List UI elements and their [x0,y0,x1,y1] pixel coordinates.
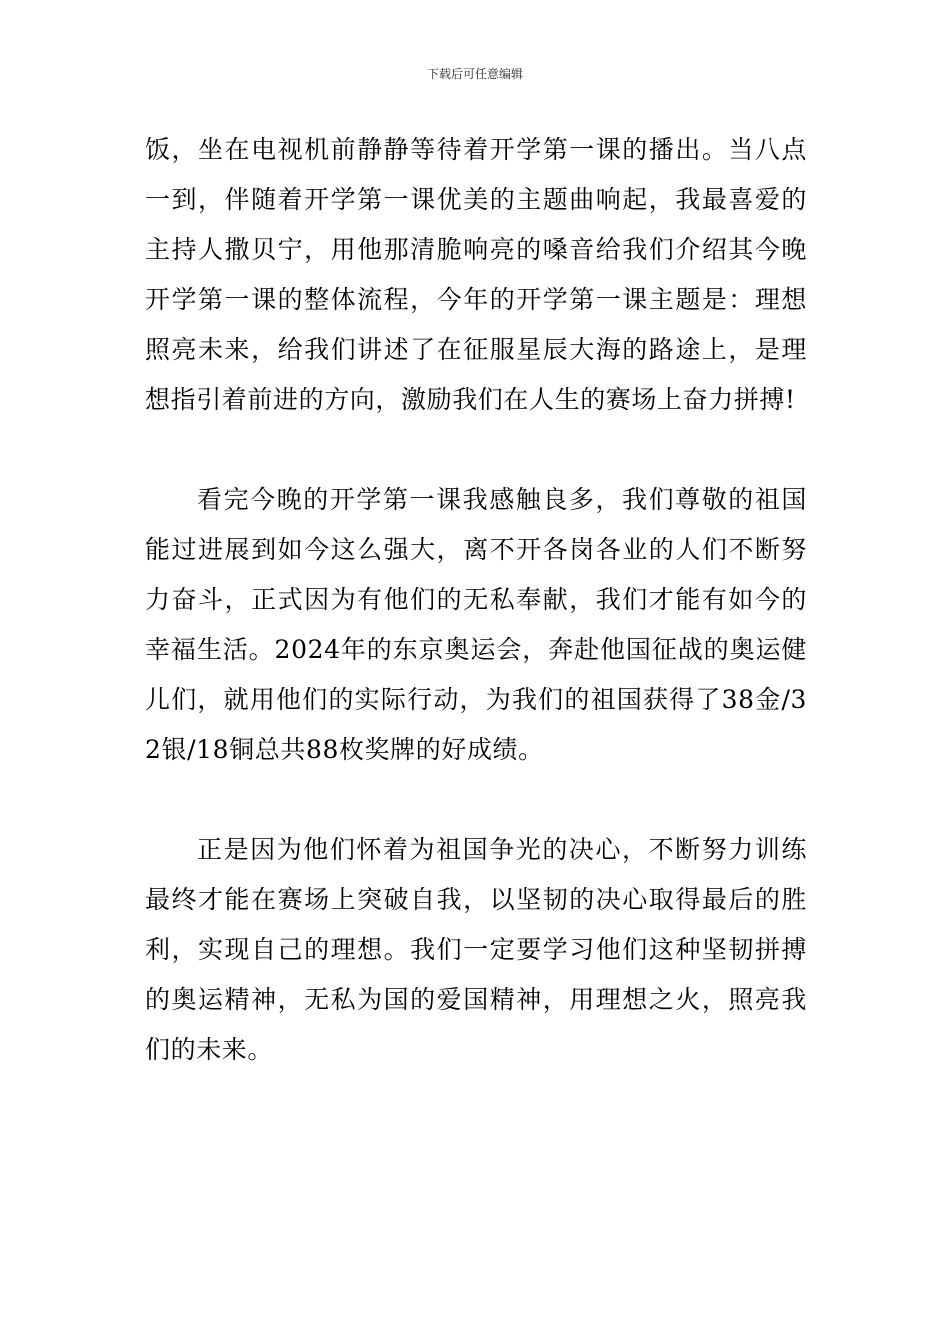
paragraph-3: 正是因为他们怀着为祖国争光的决心，不断努力训练最终才能在赛场上突破自我，以坚韧的决心取得最后的胜利，实现自己的理想。我们一定要学习他们这种坚韧拼搏的奥运精神，无私为国的爱国精神，用理想之火，照亮我们的未来。 [145,835,807,1064]
paragraph-2: 看完今晚的开学第一课我感触良多，我们尊敬的祖国能过进展到如今这么强大，离不开各岗各业的人们不断努力奋斗，正式因为有他们的无私奉献，我们才能有如今的幸福生活。2024年的东京奥运会，奔赴他国征战的奥运健儿们，就用他们的实际行动，为我们的祖国获得了38金/32银/18铜总共88枚奖牌的好成绩。 [145,485,807,764]
paragraph-gap [145,775,807,825]
download-note: 下载后可任意编辑 [426,67,523,81]
paragraph-gap [145,425,807,475]
paragraph-1: 饭，坐在电视机前静静等待着开学第一课的播出。当八点一到，伴随着开学第一课优美的主题曲响起，我最喜爱的主持人撒贝宁，用他那清脆响亮的嗓音给我们介绍其今晚开学第一课的整体流程，今年的开学第一课主题是：理想照亮未来，给我们讲述了在征服星辰大海的路途上，是理想指引着前进的方向，激励我们在人生的赛场上奋力拼搏! [145,135,807,414]
document-body [145,125,807,1075]
